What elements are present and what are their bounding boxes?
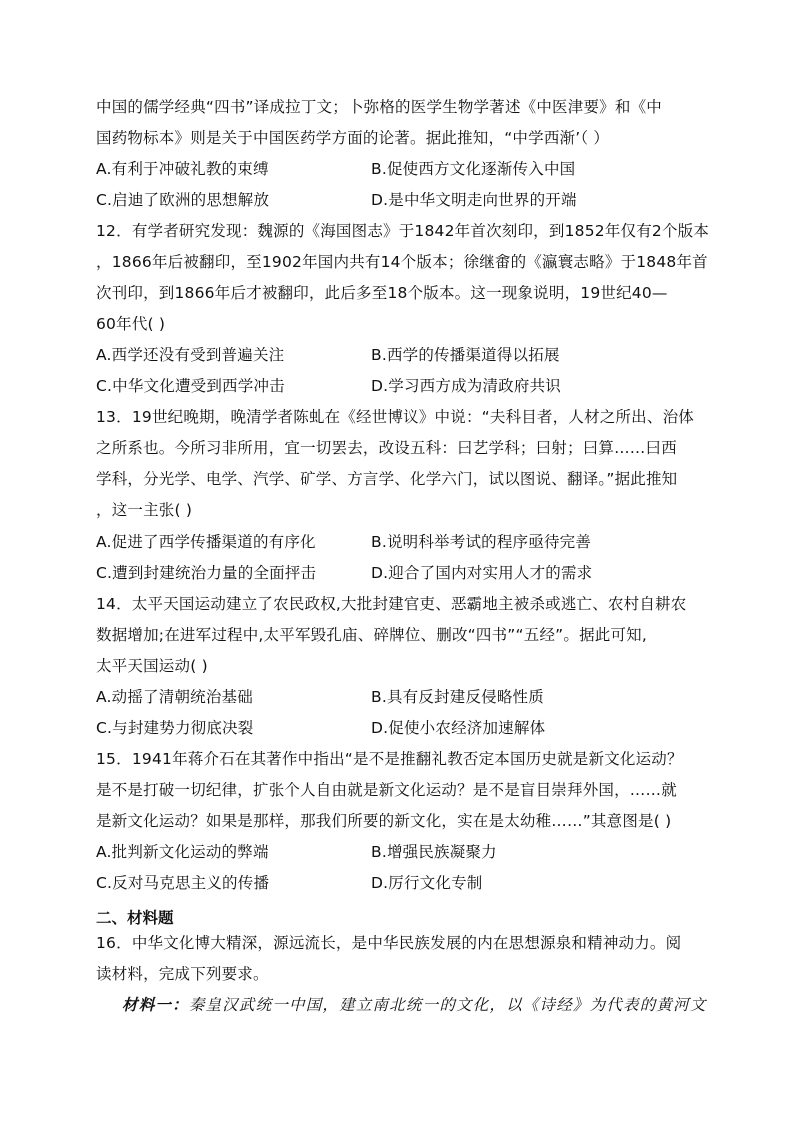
q13-stem-line-4: ，这一主张( ) [96, 501, 193, 519]
q16-material-1 [122, 994, 707, 1016]
q13-option-c: C.遭到封建统治力量的全面抨击 [96, 564, 317, 582]
q15-stem-line-3: 是新文化运动？如果是那样，那我们所要的新文化，实在是太幼稚……”其意图是( ) [96, 812, 672, 830]
q12-stem-line-1: 12．有学者研究发现：魏源的《海国图志》于1842年首次刻印，到1852年仅有2个版本 [96, 222, 710, 240]
q14-stem-line-3: 太平天国运动( ) [96, 657, 208, 675]
q11-option-d: D.是中华文明走向世界的开端 [371, 191, 577, 209]
q12-stem-line-2: ，1866年后被翻印，至1902年国内共有14个版本；徐继畬的《瀛寰志略》于1848年首 [96, 253, 708, 271]
material-label: 材料一： [122, 995, 189, 1014]
q14-stem-line-2: 数据增加;在进军过程中,太平军毁孔庙、碎牌位、删改“四书”“五经”。据此可知, [96, 626, 647, 644]
q14-option-b: B.具有反封建反侵略性质 [371, 688, 544, 706]
q14-option-c: C.与封建势力彻底决裂 [96, 719, 254, 737]
q12-stem-line-4: 60年代( ) [96, 315, 166, 333]
q11-option-c: C.启迪了欧洲的思想解放 [96, 191, 270, 209]
q11-stem-line-2: 国药物标本》则是关于中国医药学方面的论著。据此推知，“中学西渐’（ ） [96, 129, 610, 147]
q13-option-a: A.促进了西学传播渠道的有序化 [96, 533, 316, 551]
q13-option-b: B.说明科举考试的程序亟待完善 [371, 533, 592, 551]
material-text: 秦皇汉武统一中国，建立南北统一的文化，以《诗经》为代表的黄河文 [188, 996, 707, 1014]
q15-option-b: B.增强民族凝聚力 [371, 843, 497, 861]
q14-option-a: A.动摇了清朝统治基础 [96, 688, 253, 706]
q15-option-d: D.厉行文化专制 [371, 874, 483, 892]
q15-option-c: C.反对马克思主义的传播 [96, 874, 270, 892]
q14-stem-line-1: 14．太平天国运动建立了农民政权,大批封建官吏、恶霸地主被杀或逃亡、农村自耕农 [96, 595, 687, 613]
q16-stem-line-2: 读材料，完成下列要求。 [96, 965, 269, 983]
q15-stem-line-2: 是不是打破一切纪律，扩张个人自由就是新文化运动？是不是盲目崇拜外国，……就 [96, 781, 677, 799]
q11-option-a: A.有利于冲破礼教的束缚 [96, 160, 269, 178]
q15-stem-line-1: 15．1941年蒋介石在其著作中指出“是不是推翻礼教否定本国历史就是新文化运动？ [96, 750, 683, 768]
q12-option-d: D.学习西方成为清政府共识 [371, 377, 561, 395]
q12-stem-line-3: 次刊印，到1866年后才被翻印，此后多至18个版本。这一现象说明，19世纪40— [96, 284, 668, 302]
q16-stem-line-1: 16．中华文化博大精深，源远流长，是中华民族发展的内在思想源泉和精神动力。阅 [96, 934, 682, 952]
q12-option-c: C.中华文化遭受到西学冲击 [96, 377, 285, 395]
q12-option-b: B.西学的传播渠道得以拓展 [371, 346, 560, 364]
q13-stem-line-1: 13．19世纪晚期，晚清学者陈虬在《经世博议》中说：“夫科目者，人材之所出、治体 [96, 408, 694, 426]
q15-option-a: A.批判新文化运动的弊端 [96, 843, 269, 861]
section-title-materials: 二、材料题 [96, 909, 174, 927]
q13-stem-line-3: 学科，分光学、电学、汽学、矿学、方言学、化学六门，试以图说、翻译。”据此推知 [96, 470, 678, 488]
q12-option-a: A.西学还没有受到普遍关注 [96, 346, 285, 364]
q11-option-b: B.促使西方文化逐渐传入中国 [371, 160, 576, 178]
q11-stem-line-1: 中国的儒学经典“四书”译成拉丁文；卜弥格的医学生物学著述《中医津要》和《中 [96, 98, 662, 116]
q14-option-d: D.促使小农经济加速解体 [371, 719, 546, 737]
q13-stem-line-2: 之所系也。今所习非所用，宜一切罢去，改设五科：曰艺学科；曰射；曰算……曰西 [96, 439, 677, 457]
q13-option-d: D.迎合了国内对实用人才的需求 [371, 564, 593, 582]
